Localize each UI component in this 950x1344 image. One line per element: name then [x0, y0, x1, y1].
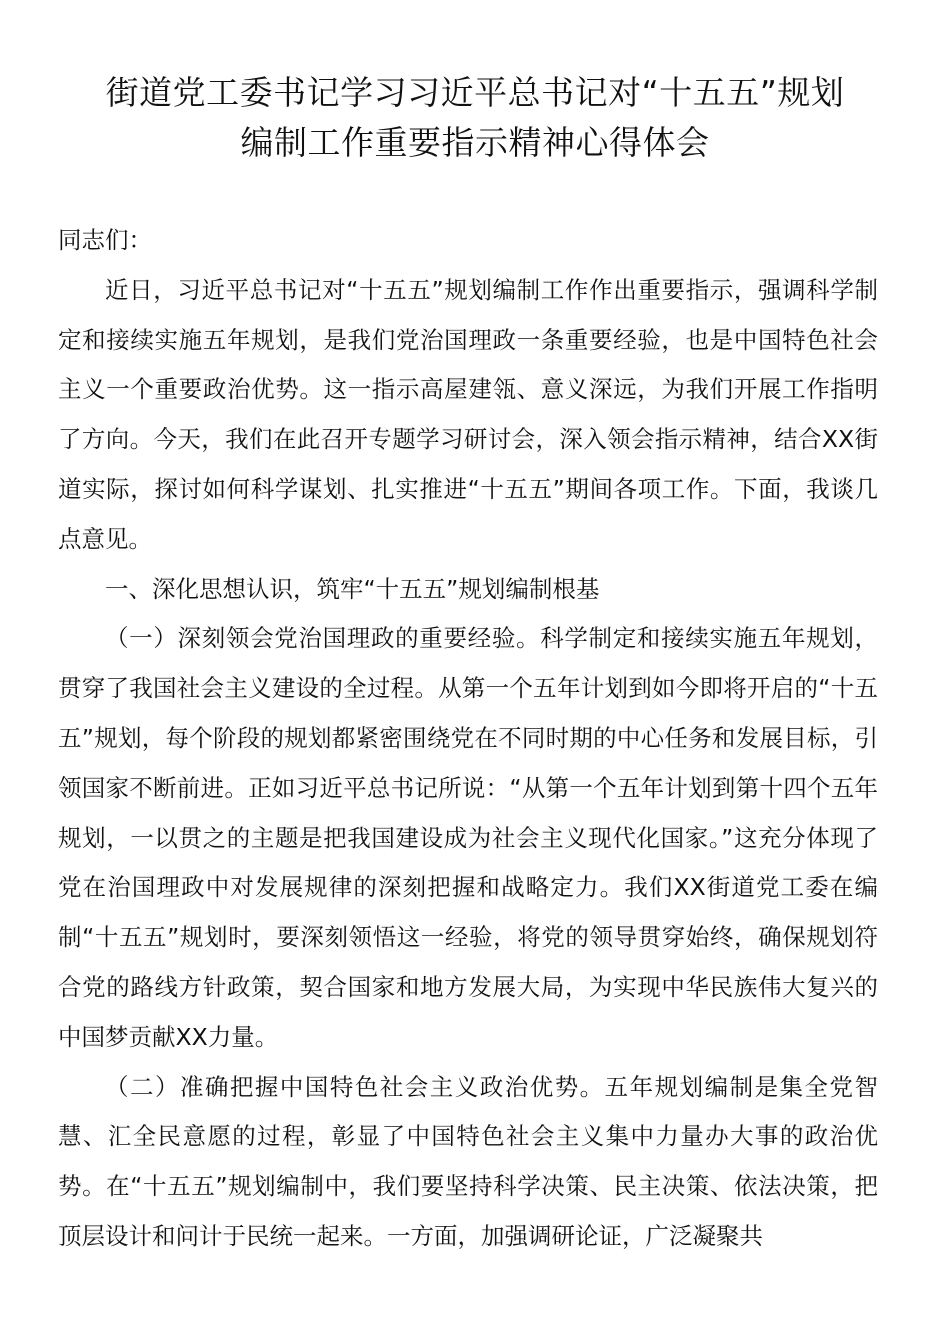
- greeting: 同志们：: [58, 226, 152, 254]
- subsection-paragraph-1: （一）深刻领会党治国理政的重要经验。科学制定和接续实施五年规划，贯穿了我国社会主义建设的全过程。从第一个五年计划到如今即将开启的“十五五”规划，每个阶段的规划都紧密围绕党在不同时期的中心任务和发展目标，引领国家不断前进。正如习近平总书记所说：“从第一个五年计划到第十四个五年规划，一以贯之的主题是把我国建设成为社会主义现代化国家。”这充分体现了党在治国理政中对发展规律的深刻把握和战略定力。我们XX街道党工委在编制“十五五”规划时，要深刻领悟这一经验，将党的领导贯穿始终，确保规划符合党的路线方针政策，契合国家和地方发展大局，为实现中华民族伟大复兴的中国梦贡献XX力量。: [58, 624, 878, 1051]
- section-heading-1: 一、深化思想认识，筑牢“十五五”规划编制根基: [105, 574, 600, 603]
- title-line-2: 编制工作重要指示精神心得体会: [240, 123, 710, 162]
- title-line-1: 街道党工委书记学习习近平总书记对“十五五”规划: [105, 73, 845, 112]
- intro-paragraph: 近日，习近平总书记对“十五五”规划编制工作作出重要指示，强调科学制定和接续实施五年规划，是我们党治国理政一条重要经验，也是中国特色社会主义一个重要政治优势。这一指示高屋建瓴、意义深远，为我们开展工作指明了方向。今天，我们在此召开专题学习研讨会，深入领会指示精神，结合XX街道实际，探讨如何科学谋划、扎实推进“十五五”期间各项工作。下面，我谈几点意见。: [58, 275, 878, 553]
- document-body: [58, 216, 878, 1262]
- document-title: [40, 68, 910, 168]
- subsection-paragraph-2: （二）准确把握中国特色社会主义政治优势。五年规划编制是集全党智慧、汇全民意愿的过程，彰显了中国特色社会主义集中力量办大事的政治优势。在“十五五”规划编制中，我们要坚持科学决策、民主决策、依法决策，把顶层设计和问计于民统一起来。一方面，加强调研论证，广泛凝聚共: [58, 1072, 878, 1250]
